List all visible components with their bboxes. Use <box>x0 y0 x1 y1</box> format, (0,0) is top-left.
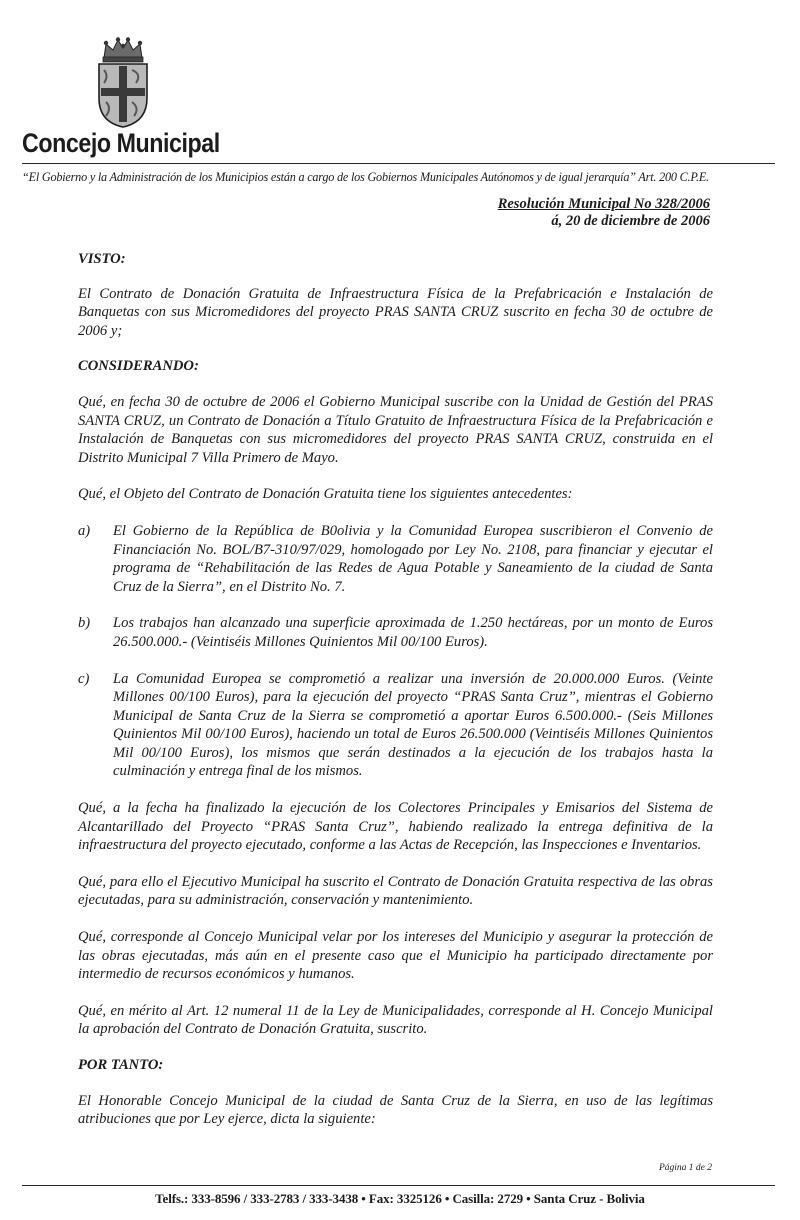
resolution-date: á, 20 de diciembre de 2006 <box>551 213 710 229</box>
list-item-label: b) <box>78 615 91 632</box>
por-tanto-paragraph: El Honorable Concejo Municipal de la ciudad de Santa Cruz de la Sierra, en uso de las legítimas atribuciones que por Ley ejerce, dicta la siguiente: <box>78 1092 713 1128</box>
list-item-label: a) <box>78 522 91 539</box>
list-item-text: Los trabajos han alcanzado una superficie aproximada de 1.250 hectáreas, por un monto de Euros 26.500.000.- (Veintiséis Millones Quinientos Mil 00/100 Euros). <box>113 615 713 650</box>
list-item-text: La Comunidad Europea se comprometió a realizar una inversión de 20.000.000 Euros. (Veinte Millones 00/100 Euros), para la ejecución del proyecto “PRAS Santa Cruz”, mientras el Gobierno Municipal de Santa Cruz de la Sierra se comprometió a aportar Euros 6.500.000.- (Seis Millones Quinientos Mil 00/100 Euros), haciendo un total de Euros 26.500.000 (Veintiséis Millones Quinientos Mil 00/100 Euros), los mismos que serán destinados a la ejecución de los trabajos hasta la culminación y entrega final de los mismos. <box>113 670 713 780</box>
footer-divider <box>22 1185 775 1186</box>
list-item <box>78 522 713 596</box>
considerando-paragraph-5: Qué, corresponde al Concejo Municipal velar por los intereses del Municipio y asegurar la protección de las obras ejecutadas, más aún en el presente caso que el Municipio ha participado directamente por intermedio de recursos económicos y humanos. <box>78 929 713 983</box>
page-number: Página 1 de 2 <box>658 1163 712 1173</box>
motto: “El Gobierno y la Administración de los Municipios están a cargo de los Gobiernos Municipales Autónomos y de igual jerarquía” Art. 200 C.P.E. <box>22 170 709 184</box>
list-item <box>78 614 713 651</box>
list-item-text: El Gobierno de la República de B0olivia y la Comunidad Europea suscribieron el Convenio de Financiación No. BOL/B7-310/97/029, homologado por Ley No. 2108, para financiar y ejecutar el programa de “Rehabilitación de las Redes de Agua Potable y Saneamiento de la ciudad de Santa Cruz de la Sierra”, en el Distrito No. 7. <box>113 522 713 595</box>
footer-contact: Telfs.: 333-8596 / 333-2783 / 333-3438 • Fax: 3325126 • Casilla: 2729 • Santa Cruz - Bolivia <box>155 1191 645 1206</box>
considerando-paragraph-3: Qué, a la fecha ha finalizado la ejecución de los Colectores Principales y Emisarios del Sistema de Alcantarillado del Proyecto “PRAS Santa Cruz”, habiendo realizado la entrega definitiva de la infraestructura del proyecto ejecutado, conforme a las Actas de Recepción, las Inspecciones e Inventarios. <box>78 800 713 854</box>
considerando-paragraph-2: Qué, el Objeto del Contrato de Donación Gratuita tiene los siguientes antecedentes: <box>78 486 573 503</box>
resolution-number: Resolución Municipal No 328/2006 <box>497 196 710 212</box>
org-title: Concejo Municipal <box>22 128 220 158</box>
municipal-crest-icon <box>94 36 152 128</box>
resolution-block <box>498 196 710 230</box>
considerando-paragraph-1: Qué, en fecha 30 de octubre de 2006 el Gobierno Municipal suscribe con la Unidad de Gestión del PRAS SANTA CRUZ, un Contrato de Donación a Título Gratuito de Infraestructura Física de la Prefabricación e Instalación de Banquetas con sus micromedidores del proyecto PRAS SANTA CRUZ, construida en el Distrito Municipal 7 Villa Primero de Mayo. <box>78 393 713 466</box>
considerando-paragraph-4: Qué, para ello el Ejecutivo Municipal ha suscrito el Contrato de Donación Gratuita respectiva de las obras ejecutadas, para su administración, conservación y mantenimiento. <box>78 873 713 909</box>
list-item-label: c) <box>78 670 90 687</box>
header-divider <box>22 163 775 164</box>
considerando-heading: CONSIDERANDO: <box>78 358 199 375</box>
visto-paragraph: El Contrato de Donación Gratuita de Infraestructura Física de la Prefabricación e Instalación de Banquetas con sus Micromedidores del proyecto PRAS SANTA CRUZ suscrito en fecha 30 de octubre de 2006 y; <box>78 285 713 339</box>
por-tanto-heading: POR TANTO: <box>78 1057 164 1073</box>
list-item <box>78 670 713 782</box>
document-body <box>78 250 713 1129</box>
visto-heading: VISTO: <box>78 251 126 267</box>
considerando-paragraph-6: Qué, en mérito al Art. 12 numeral 11 de la Ley de Municipalidades, corresponde al H. Concejo Municipal la aprobación del Contrato de Donación Gratuita, suscrito. <box>78 1002 713 1038</box>
